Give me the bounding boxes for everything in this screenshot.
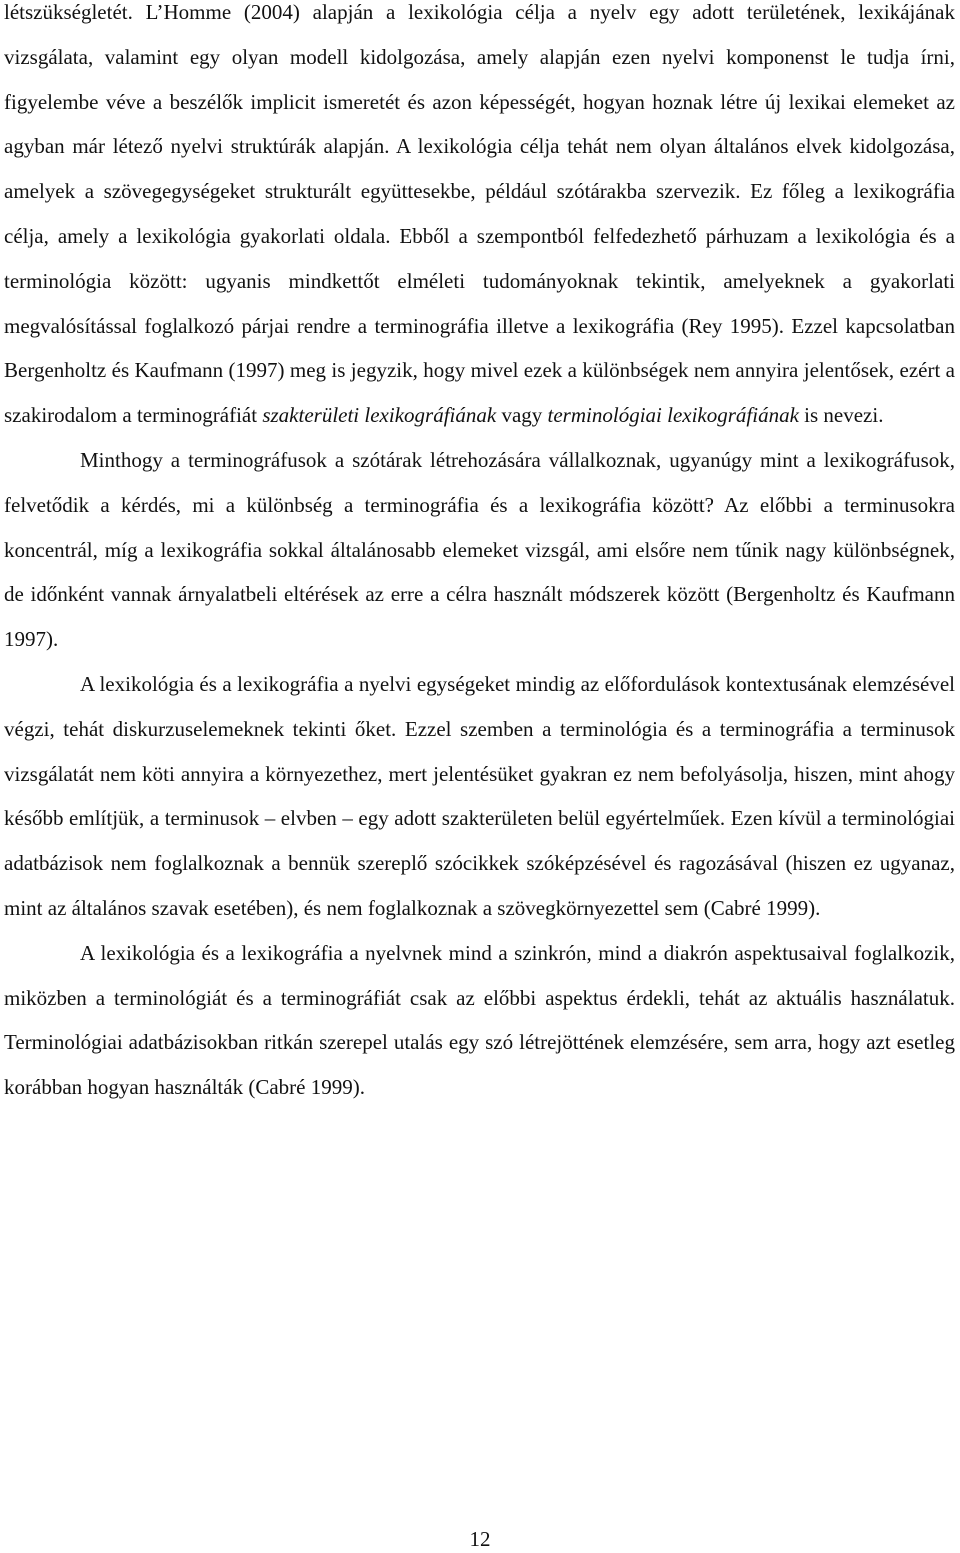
document-page xyxy=(4,0,955,1110)
italic-term: terminológiai lexikográfiának xyxy=(547,403,799,428)
paragraph-text: vagy xyxy=(496,403,548,428)
italic-term: szakterületi lexikográfiának xyxy=(262,403,497,428)
paragraph-text: A lexikológia és a lexikográfia a nyelvi egységeket mindig az előfordulások kontextusának elemzésével végzi, tehát diskurzuselemeknek tekinti őket. Ezzel szemben a terminológia és a terminográfia a terminusok vizsgálatát nem köti annyira a környezethez, mert jelentésüket gyakran ez nem befolyásolja, hiszen, mint ahogy később említjük, a terminusok – elvben – egy adott szakterületen belül egyértelműek. Ezen kívül a terminológiai adatbázisok nem foglalkoznak a bennük szereplő szócikkek szóképzésével és ragozásával (hiszen ez ugyanaz, mint az általános szavak esetében), és nem foglalkoznak a szövegkörnyezettel sem (Cabré 1999). xyxy=(4,671,955,920)
paragraph-text: Minthogy a terminográfusok a szótárak létrehozására vállalkoznak, ugyanúgy mint a lexikográfusok, felvetődik a kérdés, mi a különbség a terminográfia és a lexikográfia között? Az előbbi a terminusokra koncentrál, míg a lexikográfia sokkal általánosabb elemeket vizsgál, ami elsőre nem tűnik nagy különbségnek, de időnként vannak árnyalatbeli eltérések az erre a célra használt módszerek között (Bergenholtz és Kaufmann 1997). xyxy=(4,447,955,652)
paragraph-3 xyxy=(4,662,955,931)
paragraph-text: A lexikológia és a lexikográfia a nyelvnek mind a szinkrón, mind a diakrón aspektusaival foglalkozik, miközben a terminológiát és a terminográfiát csak az előbbi aspektus érdekli, tehát az aktuális használatuk. Terminológiai adatbázisokban ritkán szerepel utalás egy szó létrejöttének elemzésére, sem arra, hogy azt esetleg korábban hogyan használták (Cabré 1999). xyxy=(4,940,955,1100)
paragraph-1 xyxy=(4,0,955,438)
page-number: 12 xyxy=(469,1527,491,1551)
paragraph-text: létszükségletét. L’Homme (2004) alapján a lexikológia célja a nyelv egy adott területének, lexikájának vizsgálata, valamint egy olyan modell kidolgozása, amely alapján ezen nyelvi komponenst le tudja írni, figyelembe véve a beszélők implicit ismeretét és azon képességét, hogyan hoznak létre új lexikai elemeket az agyban már létező nyelvi struktúrák alapján. A lexikológia célja tehát nem olyan általános elvek kidolgozása, amelyek a szövegegységeket strukturált együttesekbe, például szótárakba szervezik. Ez főleg a lexikográfia célja, amely a lexikológia gyakorlati oldala. Ebből a szempontból felfedezhető párhuzam a lexikológia és a terminológia között: ugyanis mindkettőt elméleti tudományoknak tekintik, amelyeknek a gyakorlati megvalósítással foglalkozó párjai rendre a terminográfia illetve a lexikográfia (Rey 1995). Ezzel kapcsolatban Bergenholtz és Kaufmann (1997) meg is jegyzik, hogy mivel ezek a különbségek nem annyira jelentősek, ezért a szakirodalom a terminográfiát xyxy=(4,0,955,428)
paragraph-4 xyxy=(4,931,955,1110)
paragraph-text: is nevezi. xyxy=(798,403,884,428)
paragraph-2 xyxy=(4,438,955,662)
